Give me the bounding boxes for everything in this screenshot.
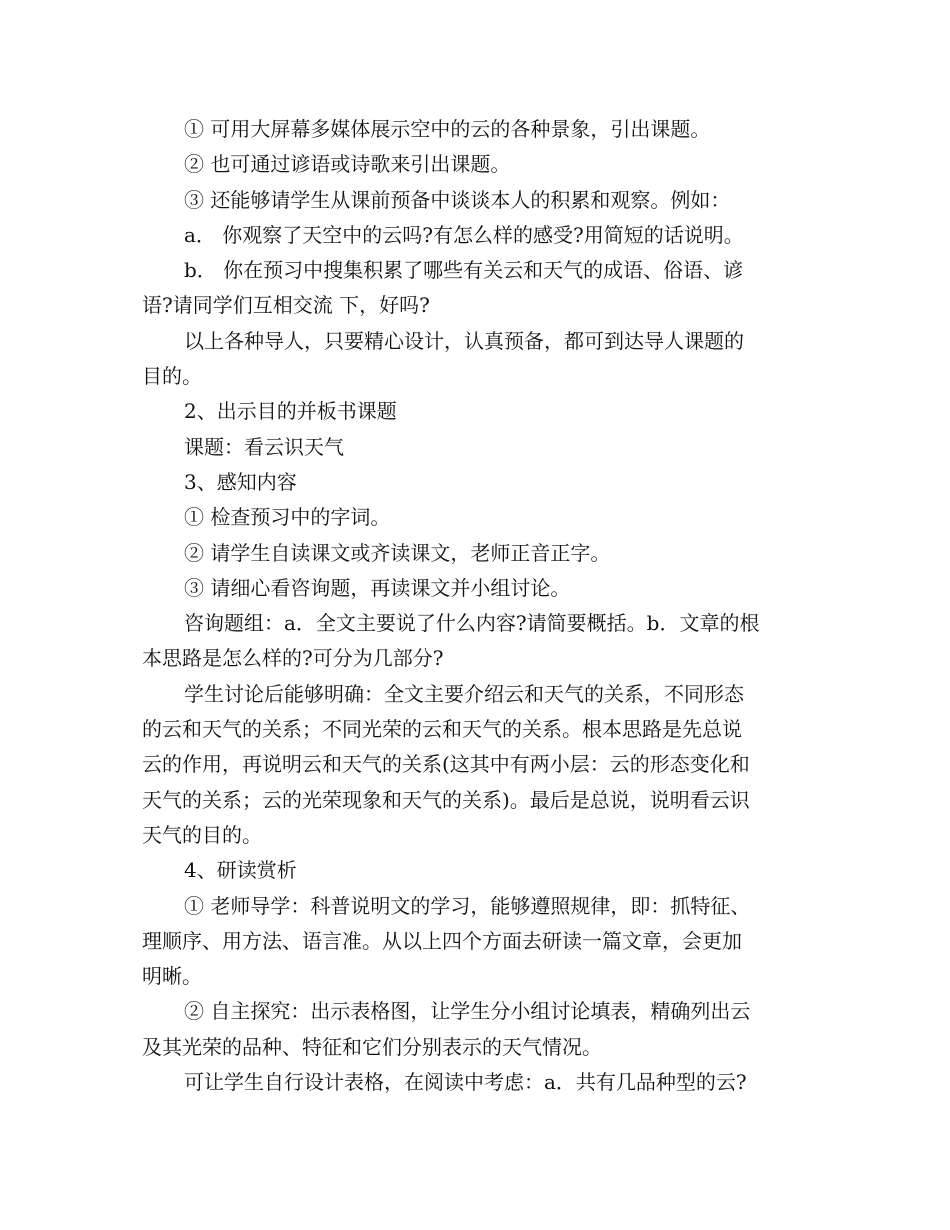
text-line: ③ 还能够请学生从课前预备中谈谈本人的积累和观察。例如： <box>184 187 731 212</box>
text-line: ② 也可通过谚语或诗歌来引出课题。 <box>184 152 511 177</box>
text-line: a． 你观察了天空中的云吗?有怎么样的感受?用简短的话说明。 <box>184 222 744 247</box>
text-line: 4、研读赏析 <box>184 858 297 883</box>
text-line: 本思路是怎么样的?可分为几部分? <box>142 646 444 671</box>
text-line: 天气的目的。 <box>142 822 262 847</box>
text-line: ① 检查预习中的字词。 <box>184 505 391 530</box>
text-line: 云的作用，再说明云和天气的关系(这其中有两小层：云的形态变化和 <box>142 752 750 777</box>
text-line: 课题：看云识天气 <box>184 434 344 459</box>
text-line: ② 自主探究：出示表格图，让学生分小组讨论填表，精确列出云 <box>184 999 751 1024</box>
text-line: 的云和天气的关系；不同光荣的云和天气的关系。根本思路是先总说 <box>142 717 742 742</box>
text-line: 明晰。 <box>142 964 202 989</box>
text-line: 可让学生自行设计表格，在阅读中考虑：a．共有几品种型的云? <box>184 1070 747 1095</box>
text-line: ① 老师导学：科普说明文的学习，能够遵照规律，即：抓特征、 <box>184 893 751 918</box>
text-line: 天气的关系；云的光荣现象和天气的关系)。最后是总说，说明看云识 <box>142 787 750 812</box>
text-line: 学生讨论后能够明确：全文主要介绍云和天气的关系，不同形态 <box>184 681 744 706</box>
text-line: 目的。 <box>142 364 202 389</box>
text-line: 及其光荣的品种、特征和它们分别表示的天气情况。 <box>142 1034 602 1059</box>
text-line: ③ 请细心看咨询题，再读课文并小组讨论。 <box>184 575 571 600</box>
text-line: 3、感知内容 <box>184 469 297 494</box>
text-line: 以上各种导人，只要精心设计，认真预备，都可到达导人课题的 <box>184 328 744 353</box>
text-line: 咨询题组：a．全文主要说了什么内容?请简要概括。b．文章的根 <box>184 611 760 636</box>
document-body <box>142 112 812 1100</box>
text-line: 理顺序、用方法、语言准。从以上四个方面去研读一篇文章，会更加 <box>142 928 742 953</box>
text-line: b． 你在预习中搜集积累了哪些有关云和天气的成语、俗语、谚 <box>184 258 744 283</box>
text-line: 语?请同学们互相交流 下，好吗? <box>142 293 430 318</box>
text-line: 2、出示目的并板书课题 <box>184 399 397 424</box>
text-line: ① 可用大屏幕多媒体展示空中的云的各种景象，引出课题。 <box>184 117 711 141</box>
text-line: ② 请学生自读课文或齐读课文，老师正音正字。 <box>184 540 611 565</box>
